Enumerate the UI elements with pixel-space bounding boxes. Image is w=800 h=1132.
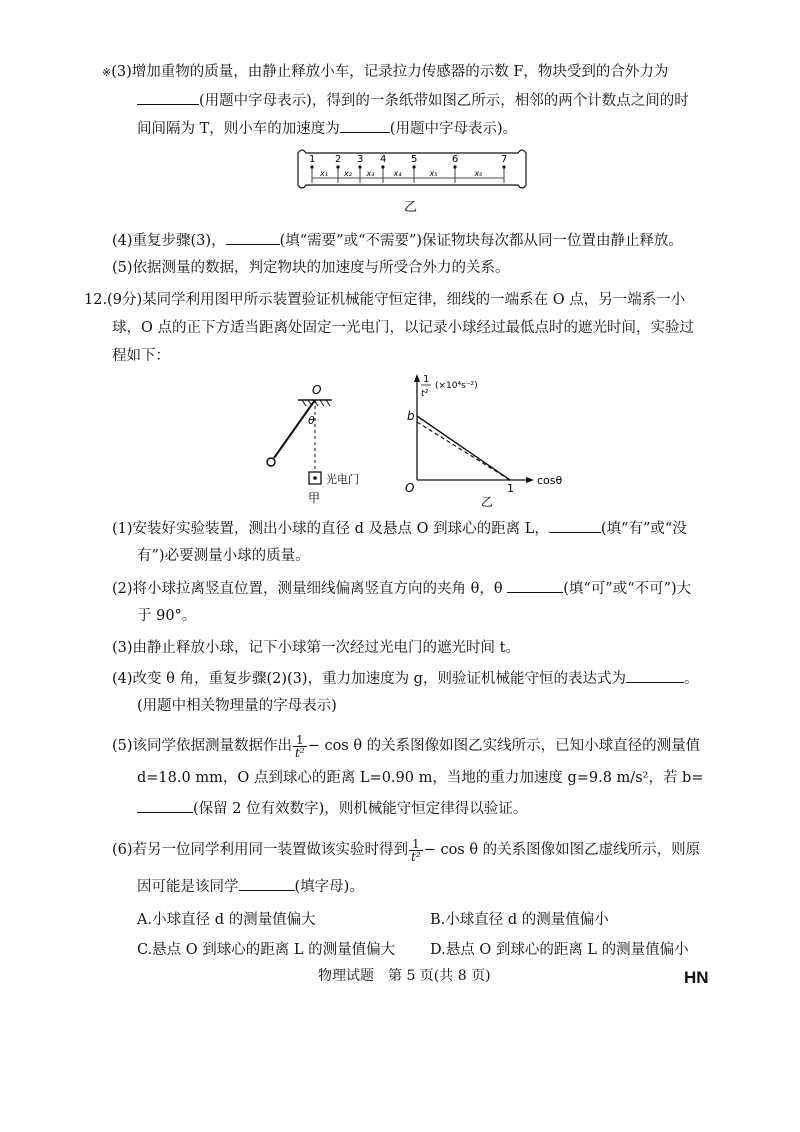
option-b[interactable]: B.小球直径 d 的测量值偏小 <box>430 912 609 928</box>
q12-intro-line2: 球，O 点的正下方适当距离处固定一光电门，以记录小球经过最低点时的遮光时间，实验过 <box>112 320 694 336</box>
answer-blank[interactable] <box>507 578 563 593</box>
q12-step5-line3: (保留 2 位有效数字)，则机械能守恒定律得以验证。 <box>137 798 527 819</box>
tape-point-label: 3 <box>357 154 364 165</box>
q11-step3-line1: ※(3)增加重物的质量，由静止释放小车，记录拉力传感器的示数 F，物块受到的合外力为 <box>102 64 669 80</box>
x-axis-arrow <box>526 477 534 483</box>
answer-blank[interactable] <box>239 876 295 891</box>
tape-segment-label: x₁ <box>320 169 328 178</box>
y-axis-den: t² <box>421 389 429 399</box>
y-axis-num: 1 <box>423 374 430 385</box>
q11-step5: (5)依据测量的数据，判定物块的加速度与所受合外力的关系。 <box>112 260 510 276</box>
solid-line-series <box>417 416 510 480</box>
q12-intro-line3: 程如下： <box>112 348 170 364</box>
photogate-label: 光电门 <box>326 473 359 486</box>
tape-segment-label: x₅ <box>429 169 438 178</box>
b-label: b <box>407 409 415 423</box>
q11-step3-line2: (用题中字母表示)，得到的一条纸带如图乙所示，相邻的两个计数点之间的时 <box>137 90 689 111</box>
paper-code: HN <box>684 968 709 987</box>
tape-point-label: 4 <box>380 154 387 165</box>
y-axis-unit: (×10⁴s⁻²) <box>435 381 478 391</box>
ceiling-hatch <box>302 400 330 406</box>
option-d[interactable]: D.悬点 O 到球心的距离 L 的测量值偏小 <box>430 942 689 958</box>
answer-blank[interactable] <box>137 90 199 105</box>
paper-tape-figure <box>290 145 530 215</box>
answer-blank[interactable] <box>137 798 193 813</box>
tape-point-label: 7 <box>501 154 508 165</box>
x-axis-label: cosθ <box>537 474 563 487</box>
option-a[interactable]: A.小球直径 d 的测量值偏大 <box>137 912 316 928</box>
page-footer: 物理试题 第 5 页(共 8 页) <box>318 968 491 984</box>
q12-step4-line2: (用题中相关物理量的字母表示) <box>137 698 337 714</box>
q12-step1-line1: (1)安装好实验装置，测出小球的直径 d 及悬点 O 到球心的距离 L， (填“有”或“没 <box>112 518 687 539</box>
theta-label: θ <box>308 414 315 427</box>
q11-step4: (4)重复步骤(3)， (填“需要”或“不需要”)保证物块每次都从同一位置由静止释放。 <box>112 230 683 251</box>
q12-step1-line2: 有”)必要测量小球的质量。 <box>137 548 310 564</box>
q12-step4-line1: (4)改变 θ 角，重复步骤(2)(3)，重力加速度为 g，则验证机械能守恒的表达式为 。 <box>112 668 698 689</box>
ball <box>267 458 275 466</box>
answer-blank[interactable] <box>549 518 601 533</box>
q12-step3: (3)由静止释放小球，记下小球第一次经过光电门的遮光时间 t。 <box>112 640 520 656</box>
tape-segment-label: x₆ <box>474 169 483 178</box>
dashed-line-series <box>417 422 510 480</box>
fraction-1-over-t2: $\frac{1}{\text{t²}}$ <box>295 732 305 760</box>
answer-blank[interactable] <box>626 668 684 683</box>
tape-caption: 乙 <box>404 200 418 215</box>
option-c[interactable]: C.悬点 O 到球心的距离 L 的测量值偏大 <box>137 942 396 958</box>
q12-step5-line2: d=18.0 mm，O 点到球心的距离 L=0.90 m，当地的重力加速度 g=9.8 m/s²，若 b= <box>137 770 704 786</box>
tape-segment-label: x₂ <box>344 169 352 178</box>
q12-step5-line1: (5)该同学依据测量数据作出 $\frac{1}{\text{t²}}$ − cos θ 的关系图像如图乙实线所示，已知小球直径的测量值 <box>112 732 701 760</box>
tape-segment-label: x₃ <box>366 169 375 178</box>
string <box>274 400 315 458</box>
answer-blank[interactable] <box>226 230 280 245</box>
tape-segment-label: x₄ <box>393 169 402 178</box>
tape-point-label: 1 <box>309 154 316 165</box>
q12-intro-line1: 12.(9分)某同学利用图甲所示装置验证机械能守恒定律，细线的一端系在 O 点，另一端系一小 <box>84 292 686 308</box>
q12-step2-line2: 于 90°。 <box>137 608 197 624</box>
figure-jia-pendulum <box>250 380 380 510</box>
fraction-1-over-t2: $\frac{1}{\text{t²}}$ <box>411 836 421 864</box>
point-o-label: O <box>312 383 322 397</box>
q11-step3-line3: 间间隔为 T，则小车的加速度为 (用题中字母表示)。 <box>137 118 517 139</box>
y-axis-arrow <box>414 374 420 382</box>
answer-blank[interactable] <box>340 118 390 133</box>
q12-step2-line1: (2)将小球拉离竖直位置，测量细线偏离竖直方向的夹角 θ，θ (填“可”或“不可”)大 <box>112 578 691 599</box>
tape-point-label: 2 <box>335 154 342 165</box>
figure-jia-caption: 甲 <box>308 491 321 505</box>
origin-label: O <box>405 481 415 495</box>
x-tick-1: 1 <box>507 482 514 495</box>
q12-step6-line2: 因可能是该同学 (填字母)。 <box>137 876 364 897</box>
tape-point-label: 6 <box>452 154 459 165</box>
tape-point-label: 5 <box>411 154 418 165</box>
figure-yi-graph <box>395 368 575 510</box>
figure-yi-caption: 乙 <box>481 495 494 509</box>
q12-step6-line1: (6)若另一位同学利用同一装置做该实验时得到 $\frac{1}{\text{t²}}$ − cos θ 的关系图像如图乙虚线所示，则原 <box>112 836 701 864</box>
